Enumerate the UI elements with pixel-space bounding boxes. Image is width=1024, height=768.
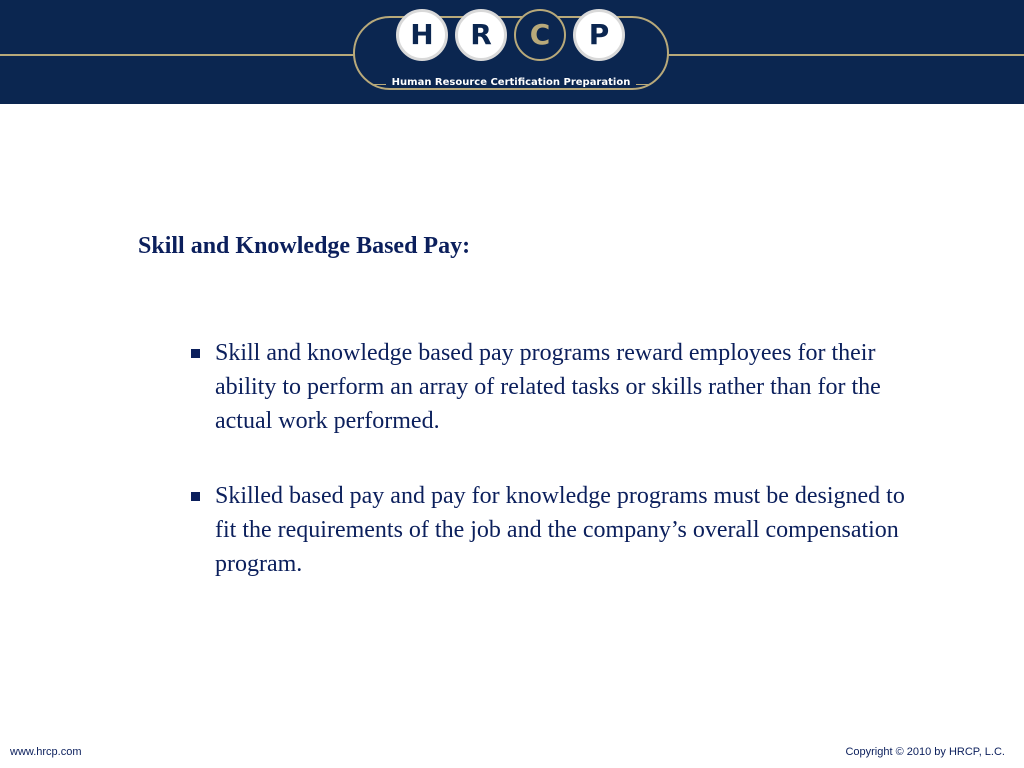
header-band <box>0 0 1024 104</box>
logo-letter-h: H <box>396 9 448 61</box>
logo-letter-c: C <box>514 9 566 61</box>
logo-letter-r: R <box>455 9 507 61</box>
footer-website-link[interactable]: www.hrcp.com <box>10 746 82 758</box>
bullet-text: Skill and knowledge based pay programs reward employees for their ability to perform an array of related tasks or skills rather than for the actual work performed. <box>215 340 881 434</box>
footer-copyright: Copyright © 2010 by HRCP, L.C. <box>845 746 1005 758</box>
tagline-dash-right <box>636 84 648 85</box>
square-bullet-icon <box>191 492 200 501</box>
bullet-item <box>188 479 928 581</box>
header-divider-right <box>668 54 1024 56</box>
logo-letter-p: P <box>573 9 625 61</box>
bullet-item <box>188 336 928 438</box>
header-divider-left <box>0 54 356 56</box>
square-bullet-icon <box>191 349 200 358</box>
bullet-list <box>188 336 928 622</box>
slide-title: Skill and Knowledge Based Pay: <box>138 233 471 259</box>
logo-tagline: Human Resource Certification Preparation <box>391 77 631 88</box>
bullet-text: Skilled based pay and pay for knowledge programs must be designed to fit the requirements of the job and the company’s overall compensation program. <box>215 483 905 577</box>
